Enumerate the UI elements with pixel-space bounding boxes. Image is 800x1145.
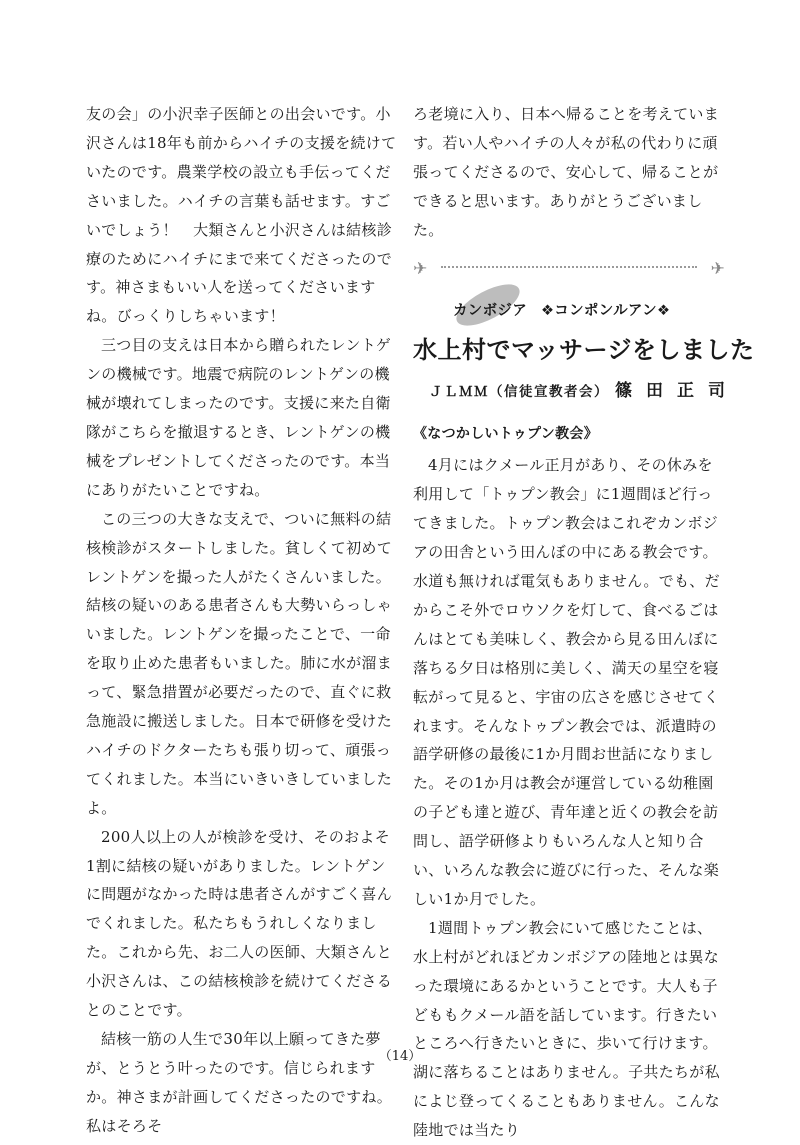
- continuation-paragraph: ろ老境に入り、日本へ帰ることを考えています。若い人やハイチの人々が私の代わりに頑張ってくださるので、安心して、帰ることができると思います。ありがとうございました。: [413, 105, 720, 239]
- section-tag: [413, 289, 725, 329]
- dotted-rule: [441, 266, 697, 268]
- author-name: 篠田正司: [615, 380, 739, 401]
- article-headline: 水上村でマッサージをしました: [413, 335, 755, 364]
- byline: [413, 377, 739, 407]
- tag-country: カンボジア: [453, 302, 527, 319]
- left-paragraph-2: 三つ目の支えは日本から贈られたレントゲンの機械です。地震で病院のレントゲンの機械が壊れてしまったのです。支援に来た自衛隊がこちらを撤退するとき、レントゲンの機械をプレゼントしてくださったのです。本当にありがたいことですね。: [86, 336, 392, 499]
- right-paragraph-2: 1週間トゥプン教会にいて感じたことは、水上村がどれほどカンボジアの陸地とは異なった環境にあるかということです。大人も子どももクメール語を話しています。行きたいところへ行きたいときに、歩いて行けます。湖に落ちることはありません。子共たちが私によじ登ってくることもありません。こんな陸地では当たり: [413, 918, 720, 1140]
- left-paragraph-5: 結核一筋の人生で30年以上願ってきた夢が、とうとう叶ったのです。信じられますか。神さまが計画してくださったのですね。私はそろそ: [86, 1030, 393, 1135]
- left-column: [86, 100, 398, 1141]
- left-paragraph-1: 友の会」の小沢幸子医師との出会いです。小沢さんは18年も前からハイチの支援を続けていたのです。農業学校の設立も手伝ってくださいました。ハイチの言葉も話せます。すごいでしょう！ 大類さんと小沢さんは結核診療のためにハイチにまで来てくださったのです。神さまもいい人を送ってくださいますね。びっくりしちゃいます！: [86, 105, 397, 326]
- article-subhead: 《なつかしいトゥプン教会》: [413, 426, 598, 443]
- left-paragraph-4: 200人以上の人が検診を受け、そのおよそ1割に結核の疑いがありました。レントゲンに問題がなかった時は患者さんがすごく喜んでくれました。私たちもうれしくなりました。これから先、お二人の医師、大類さんと小沢さんは、この結核検診を続けてくださるとのことです。: [86, 827, 393, 1020]
- section-divider: [413, 253, 725, 279]
- right-column: [413, 100, 755, 1145]
- airplane-icon: ✈: [413, 258, 428, 279]
- airplane-icon: ✈: [710, 258, 725, 279]
- tag-place: ❖コンポンルアン❖: [541, 302, 671, 319]
- author-organization: ＪＬＭＭ（信徒宣教者会）: [429, 383, 609, 400]
- page-number: （14）: [378, 1049, 422, 1064]
- right-paragraph-1: 4月にはクメール正月があり、その休みを利用して「トゥプン教会」に1週間ほど行ってきました。トゥプン教会はこれぞカンボジアの田舎という田んぼの中にある教会です。水道も無ければ電気もありません。でも、だからこそ外でロウソクを灯して、食べるごはんはとても美味しく、教会から見る田んぼに落ちる夕日は格別に美しく、満天の星空を寝転がって見ると、宇宙の広さを感じさせてくれます。そんなトゥプン教会では、派遣時の語学研修の最後に1か月間お世話になりました。その1か月は教会が運営している幼稚園の子ども達と遊び、青年達と近くの教会を訪問し、語学研修よりもいろんな人と知り合い、いろんな教会に遊びに行った、そんな楽しい1か月でした。: [413, 456, 720, 908]
- left-paragraph-3: この三つの大きな支えで、ついに無料の結核検診がスタートしました。貧しくて初めてレントゲンを撮った人がたくさんいました。結核の疑いのある患者さんも大勢いらっしゃいました。レントゲンを撮ったことで、一命を取り止めた患者もいました。肺に水が溜まって、緊急措置が必要だったので、直ぐに救急施設に搬送しました。日本で研修を受けたハイチのドクターたちも張り切って、頑張ってくれました。本当にいきいきしていましたよ。: [86, 509, 393, 817]
